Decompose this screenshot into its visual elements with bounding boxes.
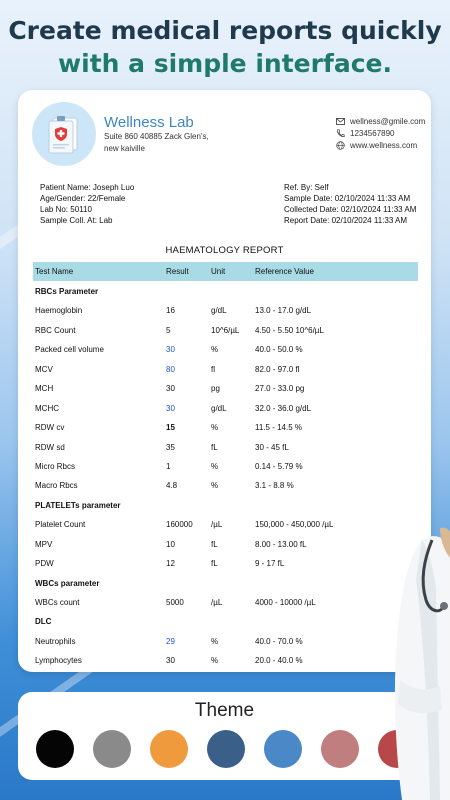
test-unit: pg: [211, 384, 220, 394]
test-unit: 10^6/µL: [211, 325, 240, 335]
test-reference: 40.0 - 50.0 %: [255, 345, 303, 355]
test-result: 12: [166, 559, 175, 569]
lab-email-text: wellness@gmile.com: [350, 117, 426, 126]
theme-swatch[interactable]: [264, 730, 302, 768]
test-result: 80: [166, 364, 175, 374]
test-name: Haemoglobin: [35, 306, 83, 316]
test-name: Micro Rbcs: [35, 461, 76, 471]
test-unit: fL: [211, 539, 218, 549]
lab-email: [336, 117, 425, 126]
collected-date: Collected Date: 02/10/2024 11:33 AM: [284, 205, 417, 214]
medical-report-icon: [32, 102, 96, 166]
patient-age-gender: Age/Gender: 22/Female: [40, 194, 126, 203]
test-unit: %: [211, 636, 219, 646]
test-result: 29: [166, 636, 175, 646]
report-date: Report Date: 02/10/2024 11:33 AM: [284, 216, 408, 225]
test-name: MCH: [35, 384, 54, 394]
test-result: 10: [166, 539, 175, 549]
test-reference: 27.0 - 33.0 pg: [255, 384, 305, 394]
test-result: 16: [166, 306, 175, 316]
test-reference: 4000 - 10000 /µL: [255, 598, 316, 607]
lab-phone: [336, 129, 395, 138]
test-unit: %: [211, 345, 219, 355]
test-result: 30: [166, 345, 175, 355]
test-name: RBC Count: [35, 325, 76, 335]
test-reference: 82.0 - 97.0 fl: [255, 364, 300, 374]
theme-title: Theme: [194, 700, 255, 721]
test-result: 160000: [166, 520, 193, 530]
globe-icon: [336, 141, 345, 150]
test-unit: g/dL: [211, 403, 227, 413]
headline-line-1: Create medical reports quickly: [8, 16, 442, 45]
table-section-header: [33, 495, 418, 514]
header-unit: Unit: [211, 267, 226, 276]
table-row: [33, 592, 418, 611]
theme-swatch[interactable]: [207, 730, 245, 768]
test-name: RDW sd: [35, 442, 65, 452]
ref-by: Ref. By: Self: [284, 183, 329, 192]
patient-sample-coll: Sample Coll. At: Lab: [40, 216, 113, 225]
test-result: 30: [166, 384, 175, 394]
table-row: [33, 650, 418, 669]
table-header: [33, 262, 418, 281]
header-reference: Reference Value: [255, 267, 314, 276]
test-unit: fl: [211, 364, 215, 374]
sample-date: Sample Date: 02/10/2024 11:33 AM: [284, 194, 411, 203]
test-result: 30: [166, 656, 175, 666]
test-reference: 40.0 - 70.0 %: [255, 636, 303, 646]
table-row: [33, 631, 418, 650]
section-label: PLATELETs parameter: [35, 500, 121, 510]
test-name: MCHC: [35, 403, 59, 413]
table-row: [33, 417, 418, 436]
lab-phone-text: 1234567890: [350, 129, 395, 138]
table-row: [33, 320, 418, 339]
test-reference: 32.0 - 36.0 g/dL: [255, 403, 312, 413]
table-row: [33, 359, 418, 378]
test-reference: 30 - 45 fL: [255, 442, 289, 452]
table-section-header: [33, 573, 418, 592]
report-table-body: [33, 281, 418, 670]
patient-lab-no: Lab No: 50110: [40, 205, 92, 214]
headline-line-2: with a simple interface.: [58, 49, 392, 78]
test-result: 30: [166, 403, 175, 413]
table-row: [33, 475, 418, 494]
test-name: RDW cv: [35, 423, 65, 433]
test-result: 5000: [166, 598, 184, 607]
test-reference: 150,000 - 450,000 /µL: [255, 520, 334, 530]
lab-website: [336, 141, 417, 150]
test-unit: %: [211, 461, 219, 471]
test-reference: 11.5 - 14.5 %: [255, 423, 302, 433]
test-name: Lymphocytes: [35, 656, 82, 666]
test-unit: %: [211, 481, 219, 491]
test-result: 1: [166, 461, 171, 471]
test-name: Packed cell volume: [35, 345, 104, 355]
table-row: [33, 437, 418, 456]
test-name: Platelet Count: [35, 520, 86, 530]
table-section-header: [33, 281, 418, 300]
test-reference: 20.0 - 40.0 %: [255, 656, 303, 666]
test-result: 15: [166, 423, 175, 433]
test-reference: 3.1 - 8.8 %: [255, 481, 294, 491]
lab-website-text: www.wellness.com: [350, 141, 418, 150]
header-result: Result: [166, 267, 189, 276]
test-reference: 8.00 - 13.00 fL: [255, 539, 307, 549]
section-label: DLC: [35, 617, 52, 627]
theme-swatch[interactable]: [150, 730, 188, 768]
test-unit: g/dL: [211, 306, 227, 316]
test-result: 4.8: [166, 481, 178, 491]
test-result: 5: [166, 325, 171, 335]
test-name: WBCs count: [35, 598, 80, 607]
patient-info-right: [284, 182, 416, 226]
test-unit: %: [211, 656, 219, 666]
table-row: [33, 553, 418, 572]
table-row: [33, 514, 418, 533]
section-label: WBCs parameter: [35, 578, 100, 588]
test-unit: fL: [211, 442, 218, 452]
doctor-illustration: [382, 520, 450, 800]
lab-name: Wellness Lab: [104, 114, 194, 131]
headline: [0, 14, 450, 80]
table-section-header: [33, 611, 418, 630]
table-row: [33, 456, 418, 475]
test-reference: 13.0 - 17.0 g/dL: [255, 306, 312, 316]
table-row: [33, 339, 418, 358]
table-row: [33, 398, 418, 417]
test-unit: fL: [211, 559, 218, 569]
section-label: RBCs Parameter: [35, 287, 99, 296]
patient-info-left: [40, 182, 134, 226]
phone-icon: [336, 129, 345, 138]
table-row: [33, 378, 418, 397]
test-result: 35: [166, 442, 175, 452]
test-name: Neutrophils: [35, 636, 76, 646]
test-name: MPV: [35, 539, 53, 549]
report-card: [18, 90, 431, 672]
test-reference: 9 - 17 fL: [255, 559, 285, 569]
envelope-icon: [336, 118, 345, 125]
table-row: [33, 300, 418, 319]
table-row: [33, 534, 418, 553]
lab-address: Suite 860 40885 Zack Glen's, new kaiville: [104, 132, 209, 153]
lab-logo: [32, 102, 96, 166]
theme-swatch[interactable]: [36, 730, 74, 768]
test-unit: /µL: [211, 520, 223, 530]
test-unit: /µL: [211, 598, 223, 607]
test-name: Macro Rbcs: [35, 481, 78, 491]
report-title: HAEMATOLOGY REPORT: [165, 245, 284, 256]
theme-panel: [18, 692, 431, 780]
header-test-name: Test Name: [35, 267, 74, 276]
test-reference: 0.14 - 5.79 %: [255, 461, 303, 471]
patient-name: Patient Name: Joseph Luo: [40, 183, 135, 192]
test-unit: %: [211, 423, 219, 433]
test-reference: 4.50 - 5.50 10^6/µL: [255, 325, 324, 335]
theme-swatch[interactable]: [93, 730, 131, 768]
test-name: MCV: [35, 364, 53, 374]
theme-swatch[interactable]: [321, 730, 359, 768]
test-name: PDW: [35, 559, 54, 569]
